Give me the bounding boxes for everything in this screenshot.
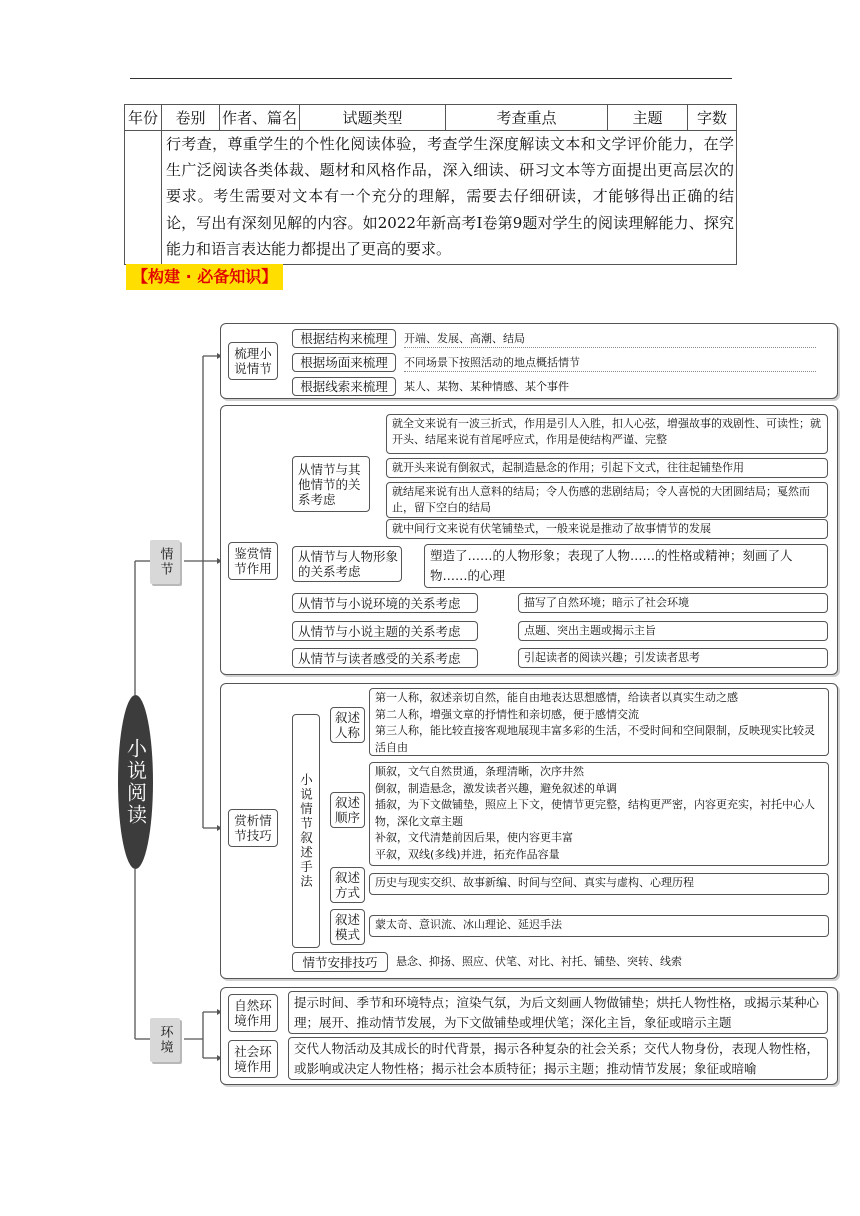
order-line: 倒叙，制造悬念，激发读者兴趣，避免叙述的单调 bbox=[375, 781, 617, 795]
order-line: 平叙，双线(多线)并进，拓充作品容量 bbox=[375, 847, 560, 861]
plot-tag: 情节 bbox=[150, 540, 180, 584]
person-text bbox=[369, 688, 829, 756]
technique-node: 赏析情节技巧 bbox=[228, 809, 278, 847]
comb-scene-text: 不同场景下按照活动的地点概括情节 bbox=[404, 356, 580, 369]
comb-node: 梳理小说情节 bbox=[228, 342, 278, 380]
table-body-text: 行考查，尊重学生的个性化阅读体验，考查学生深度解读文本和文学评价能力，在学生广泛阅读各类体裁、题材和风格作品，深入细读、研习文本等方面提出更高层次的要求。考生需要对文本有一个充分的理解，需要去仔细研读，才能够得出正确的结论，写出有深刻见解的内容。如2022年新高考Ⅰ卷第9题对学生的阅读理解能力、探究能力和语言表达能力都提出了更高的要求。 bbox=[162, 131, 737, 265]
character-text: 塑造了……的人物形象；表现了人物……的性格或精神；刻画了人物……的心理 bbox=[424, 544, 828, 588]
order-line: 插叙，为下文做铺垫，照应上下文，使情节更完整，结构更严密，内容更充实，衬托中心人物，深化文章主题 bbox=[375, 798, 815, 828]
environment-relation-text: 描写了自然环境；暗示了社会环境 bbox=[518, 593, 828, 613]
person-line: 第一人称，叙述亲切自然，能自由地表达思想感情，给读者以真实生动之感 bbox=[375, 691, 738, 704]
natural-env-node: 自然环境作用 bbox=[228, 994, 278, 1032]
reader-relation-text: 引起读者的阅读兴趣；引发读者思考 bbox=[518, 648, 828, 668]
person-node: 叙述人称 bbox=[330, 707, 365, 743]
order-text bbox=[369, 762, 829, 866]
environment-tag: 环境 bbox=[150, 1018, 180, 1062]
social-env-text: 交代人物活动及其成长的时代背景，揭示各种复杂的社会关系；交代人物身份，表现人物性格，或影响或决定人物性格；揭示社会本质特征；揭示主题；推动情节发展；象征或暗喻 bbox=[288, 1037, 828, 1080]
header-volume: 卷别 bbox=[162, 105, 220, 131]
comb-clue-node: 根据线索来梳理 bbox=[292, 377, 396, 396]
other-plot-text-1: 就全文来说有一波三折式，作用是引人入胜，扣人心弦，增强故事的戏剧性、可读性；就开头、结尾来说有首尾呼应式，作用是使结构严谨、完整 bbox=[386, 414, 828, 454]
theme-relation-node: 从情节与小说主题的关系考虑 bbox=[292, 621, 478, 641]
section-title: 【构建 · 必备知识】 bbox=[126, 264, 283, 290]
other-plot-text-3: 就结尾来说有出人意料的结局；令人伤感的悲剧结局；令人喜悦的大团圆结局；戛然而止，留下空白的结局 bbox=[386, 482, 828, 518]
character-node: 从情节与人物形象的关系考虑 bbox=[292, 546, 402, 582]
narrative-method-node: 小说情节叙述手法 bbox=[292, 714, 320, 948]
dotted-line bbox=[404, 347, 816, 348]
order-node: 叙述顺序 bbox=[330, 792, 365, 828]
header-word-count: 字数 bbox=[688, 105, 737, 131]
comb-scene-node: 根据场面来梳理 bbox=[292, 353, 396, 372]
way-text: 历史与现实交织、故事新编、时间与空间、真实与虚构、心理历程 bbox=[369, 873, 829, 895]
order-line: 顺叙，文气自然贯通，条理清晰，次序井然 bbox=[375, 765, 584, 778]
comb-structure-node: 根据结构来梳理 bbox=[292, 329, 396, 348]
theme-relation-text: 点题、突出主题或揭示主旨 bbox=[518, 621, 828, 641]
order-line: 补叙，文代清楚前因后果，使内容更丰富 bbox=[375, 831, 573, 844]
comb-structure-text: 开端、发展、高潮、结局 bbox=[404, 332, 525, 345]
mode-text: 蒙太奇、意识流、冰山理论、延迟手法 bbox=[369, 915, 829, 937]
header-focus: 考查重点 bbox=[446, 105, 608, 131]
header-year: 年份 bbox=[125, 105, 162, 131]
dotted-line bbox=[404, 371, 816, 372]
way-node: 叙述方式 bbox=[330, 867, 365, 903]
header-author: 作者、篇名 bbox=[220, 105, 300, 131]
social-env-node: 社会环境作用 bbox=[228, 1040, 278, 1078]
person-line: 第二人称，增强文章的抒情性和亲切感，便于感情交流 bbox=[375, 707, 639, 721]
reader-relation-node: 从情节与读者感受的关系考虑 bbox=[292, 648, 478, 668]
other-plot-text-2: 就开头来说有倒叙式，起制造悬念的作用；引起下文式，往往起铺垫作用 bbox=[386, 458, 828, 478]
comb-clue-text: 某人、某物、某种情感、某个事件 bbox=[404, 380, 569, 393]
other-plot-text-4: 就中间行文来说有伏笔铺垫式，一般来说是推动了故事情节的发展 bbox=[386, 519, 828, 539]
arrange-node: 情节安排技巧 bbox=[292, 952, 388, 972]
header-question-type: 试题类型 bbox=[300, 105, 446, 131]
arrange-text: 悬念、抑扬、照应、伏笔、对比、衬托、铺垫、突转、线索 bbox=[396, 955, 682, 968]
other-plot-node: 从情节与其他情节的关系考虑 bbox=[292, 456, 370, 512]
environment-relation-node: 从情节与小说环境的关系考虑 bbox=[292, 593, 478, 613]
root-node: 小说阅读 bbox=[118, 695, 153, 869]
natural-env-text: 提示时间、季节和环境特点；渲染气氛，为后文刻画人物做铺垫；烘托人物性格，或揭示某种心理；展开、推动情节发展，为下文做铺垫或埋伏笔；深化主旨，象征或暗示主题 bbox=[288, 991, 828, 1034]
header-theme: 主题 bbox=[608, 105, 688, 131]
person-line: 第三人称，能比较直接客观地展现丰富多彩的生活，不受时间和空间限制，反映现实比较灵活自由 bbox=[375, 724, 815, 754]
appreciate-node: 鉴赏情节作用 bbox=[228, 542, 278, 580]
mode-node: 叙述模式 bbox=[330, 909, 365, 945]
